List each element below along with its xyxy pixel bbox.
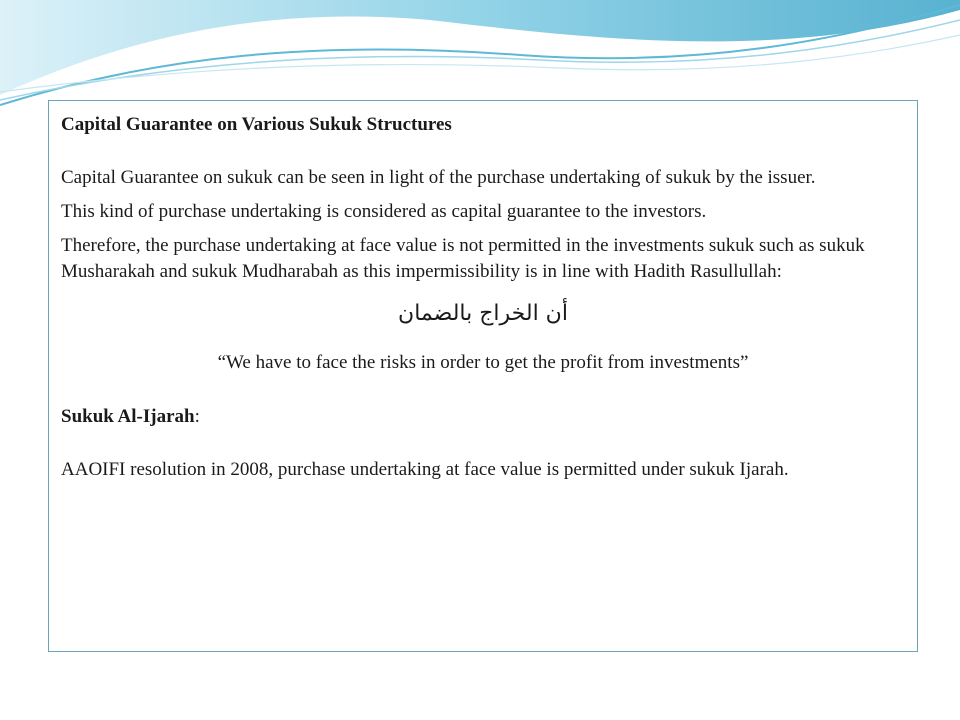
paragraph-purchase-undertaking: This kind of purchase undertaking is considered as capital guarantee to the investors. bbox=[61, 201, 707, 222]
arabic-hadith: أن الخراج بالضمان bbox=[398, 301, 568, 326]
paragraph-aaoifi-resolution: AAOIFI resolution in 2008, purchase undertaking at face value is permitted under sukuk Ijarah. bbox=[61, 459, 789, 480]
sub-heading-label: Sukuk Al-Ijarah bbox=[61, 406, 195, 427]
paragraph-not-permitted: Therefore, the purchase undertaking at face value is not permitted in the investments sukuk such as sukuk Musharakah and sukuk Mudharabah as this impermissibility is in line with Hadith Rasullullah: bbox=[61, 235, 865, 282]
sub-heading-colon: : bbox=[194, 406, 200, 427]
paragraph-capital-guarantee: Capital Guarantee on sukuk can be seen in light of the purchase undertaking of sukuk by the issuer. bbox=[61, 167, 816, 188]
hadith-translation-quote: “We have to face the risks in order to get the profit from investments” bbox=[217, 352, 749, 373]
sub-heading-ijarah bbox=[61, 405, 905, 429]
content-box bbox=[48, 100, 918, 652]
slide-heading: Capital Guarantee on Various Sukuk Structures bbox=[61, 114, 452, 135]
